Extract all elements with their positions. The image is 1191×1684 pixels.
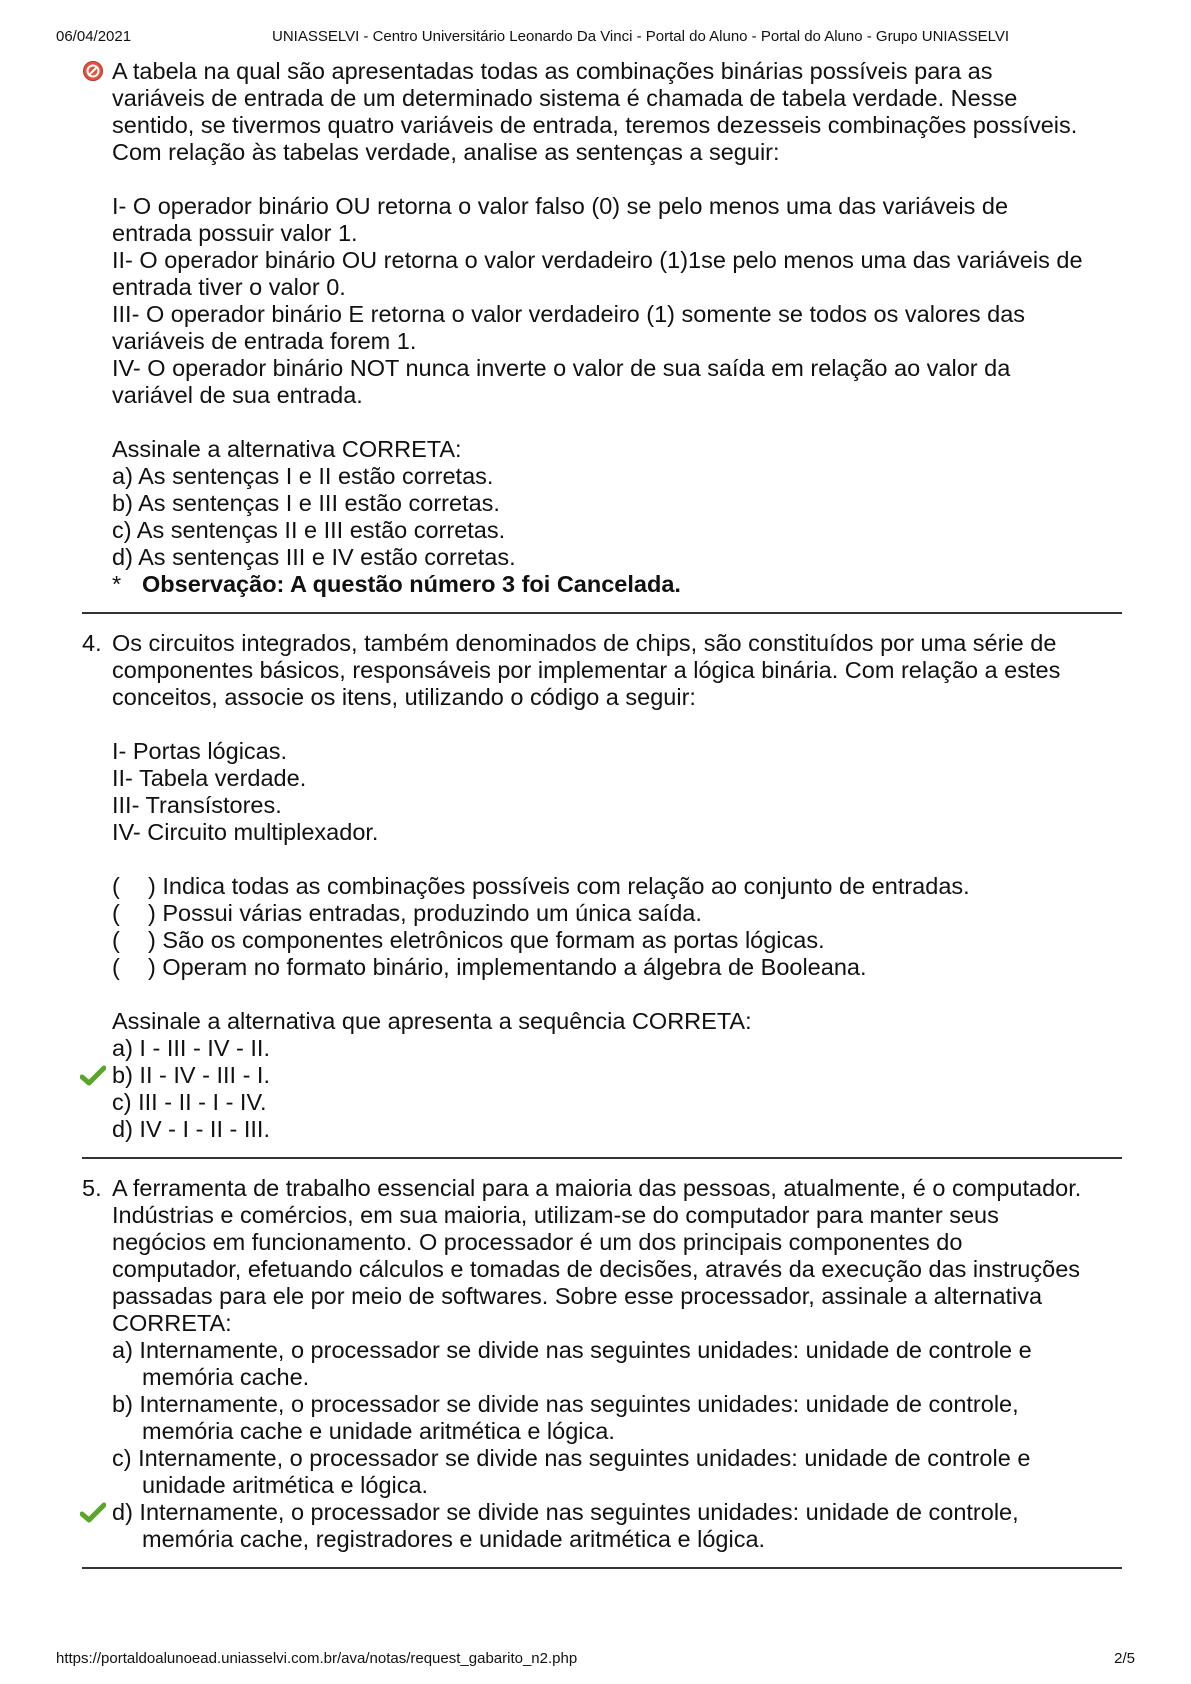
q4-association — [112, 873, 1122, 900]
page-header-title: UNIASSELVI - Centro Universitário Leonardo Da Vinci - Portal do Aluno - Portal do Aluno - Grupo UNIASSELVI — [272, 28, 1010, 45]
association-text: ) Indica todas as combinações possíveis com relação ao conjunto de entradas. — [148, 873, 970, 899]
q3-cancel-note — [112, 571, 1122, 598]
q3-statement-line: variáveis de entrada forem 1. — [112, 328, 417, 354]
question-divider — [82, 1567, 1122, 1569]
question-number: 5. — [82, 1175, 102, 1201]
q5-intro-line: Indústrias e comércios, em sua maioria, utilizam-se do computador para manter seus — [112, 1202, 999, 1228]
q4-option-b — [112, 1062, 1122, 1089]
q5-intro-line: passadas para ele por meio de softwares. Sobre esse processador, assinale a alternativa — [112, 1283, 1043, 1309]
q4-item: IV- Circuito multiplexador. — [112, 819, 379, 845]
q5-intro-line: computador, efetuando cálculos e tomadas de decisões, através da execução das instruções — [112, 1256, 1081, 1282]
option-line: c) Internamente, o processador se divide nas seguintes unidades: unidade de controle e — [112, 1445, 1031, 1471]
q4-item: I- Portas lógicas. — [112, 738, 288, 764]
question-3 — [82, 58, 1122, 598]
q4-item: II- Tabela verdade. — [112, 765, 307, 791]
question-divider — [82, 1157, 1122, 1159]
q4-intro-line: componentes básicos, responsáveis por implementar a lógica binária. Com relação a estes — [112, 657, 1061, 683]
q3-prompt: Assinale a alternativa CORRETA: — [112, 436, 462, 462]
blank-paren: ( — [112, 900, 120, 926]
blank-paren: ( — [112, 927, 120, 953]
q5-option-b — [112, 1391, 1122, 1445]
q3-statement-line: I- O operador binário OU retorna o valor falso (0) se pelo menos uma das variáveis de — [112, 193, 1009, 219]
question-5 — [82, 1175, 1122, 1553]
q3-statement-line: variável de sua entrada. — [112, 382, 363, 408]
association-text: ) Possui várias entradas, produzindo um única saída. — [148, 900, 702, 926]
q3-statement-line: IV- O operador binário NOT nunca inverte o valor de sua saída em relação ao valor da — [112, 355, 1011, 381]
q3-statement-line: II- O operador binário OU retorna o valor verdadeiro (1)1se pelo menos uma das variáveis de — [112, 247, 1083, 273]
q3-option-c: c) As sentenças II e III estão corretas. — [112, 517, 506, 543]
option-line: memória cache e unidade aritmética e lógica. — [142, 1418, 615, 1444]
q4-association — [112, 900, 1122, 927]
q4-intro-line: Os circuitos integrados, também denominados de chips, são constituídos por uma série de — [112, 630, 1057, 656]
q3-option-b: b) As sentenças I e III estão corretas. — [112, 490, 500, 516]
option-line: d) Internamente, o processador se divide nas seguintes unidades: unidade de controle, — [112, 1499, 1019, 1525]
q3-statement-line: entrada tiver o valor 0. — [112, 274, 346, 300]
q5-intro-line: A ferramenta de trabalho essencial para a maioria das pessoas, atualmente, é o computador. — [112, 1175, 1082, 1201]
q3-intro-line: A tabela na qual são apresentadas todas as combinações binárias possíveis para as — [112, 58, 993, 84]
q5-option-c — [112, 1445, 1122, 1499]
q5-option-a — [112, 1337, 1122, 1391]
checkmark-icon — [80, 1065, 106, 1087]
blank-paren: ( — [112, 873, 120, 899]
note-star: * — [112, 571, 122, 597]
q3-option-a: a) As sentenças I e II estão corretas. — [112, 463, 494, 489]
q3-option-d: d) As sentenças III e IV estão corretas. — [112, 544, 516, 570]
page-header-date: 06/04/2021 — [56, 28, 132, 45]
q4-association — [112, 954, 1122, 981]
q5-option-d — [112, 1499, 1122, 1553]
q4-association — [112, 927, 1122, 954]
q4-prompt: Assinale a alternativa que apresenta a sequência CORRETA: — [112, 1008, 752, 1034]
question-4 — [82, 630, 1122, 1143]
q5-intro-line: negócios em funcionamento. O processador é um dos principais componentes do — [112, 1229, 963, 1255]
q4-option-c: c) III - II - I - IV. — [112, 1089, 267, 1115]
q3-intro-line: Com relação às tabelas verdade, analise as sentenças a seguir: — [112, 139, 780, 165]
q4-option-a: a) I - III - IV - II. — [112, 1035, 270, 1061]
option-line: b) Internamente, o processador se divide nas seguintes unidades: unidade de controle, — [112, 1391, 1019, 1417]
q4-item: III- Transístores. — [112, 792, 282, 818]
q5-intro-line: CORRETA: — [112, 1310, 232, 1336]
question-number: 4. — [82, 630, 102, 656]
option-line: a) Internamente, o processador se divide nas seguintes unidades: unidade de controle e — [112, 1337, 1032, 1363]
option-text: b) II - IV - III - I. — [112, 1062, 270, 1088]
question-divider — [82, 612, 1122, 614]
cancel-icon — [82, 60, 104, 82]
option-line: unidade aritmética e lógica. — [142, 1472, 429, 1498]
page-content — [82, 58, 1122, 1585]
q4-option-d: d) IV - I - II - III. — [112, 1116, 270, 1142]
footer-url[interactable]: https://portaldoalunoead.uniasselvi.com.br/ava/notas/request_gabarito_n2.php — [56, 1650, 578, 1667]
q3-intro-line: sentido, se tivermos quatro variáveis de entrada, teremos dezesseis combinações possíveis. — [112, 112, 1078, 138]
option-line: memória cache. — [142, 1364, 310, 1390]
page-number: 2/5 — [1114, 1650, 1135, 1667]
q3-statement-line: III- O operador binário E retorna o valor verdadeiro (1) somente se todos os valores das — [112, 301, 1026, 327]
checkmark-icon — [80, 1502, 106, 1524]
association-text: ) Operam no formato binário, implementando a álgebra de Booleana. — [148, 954, 867, 980]
q3-intro-line: variáveis de entrada de um determinado sistema é chamada de tabela verdade. Nesse — [112, 85, 1018, 111]
blank-paren: ( — [112, 954, 120, 980]
q3-statement-line: entrada possuir valor 1. — [112, 220, 358, 246]
note-text: Observação: A questão número 3 foi Cancelada. — [142, 571, 681, 597]
q4-intro-line: conceitos, associe os itens, utilizando o código a seguir: — [112, 684, 696, 710]
option-line: memória cache, registradores e unidade aritmética e lógica. — [142, 1526, 766, 1552]
association-text: ) São os componentes eletrônicos que formam as portas lógicas. — [148, 927, 825, 953]
